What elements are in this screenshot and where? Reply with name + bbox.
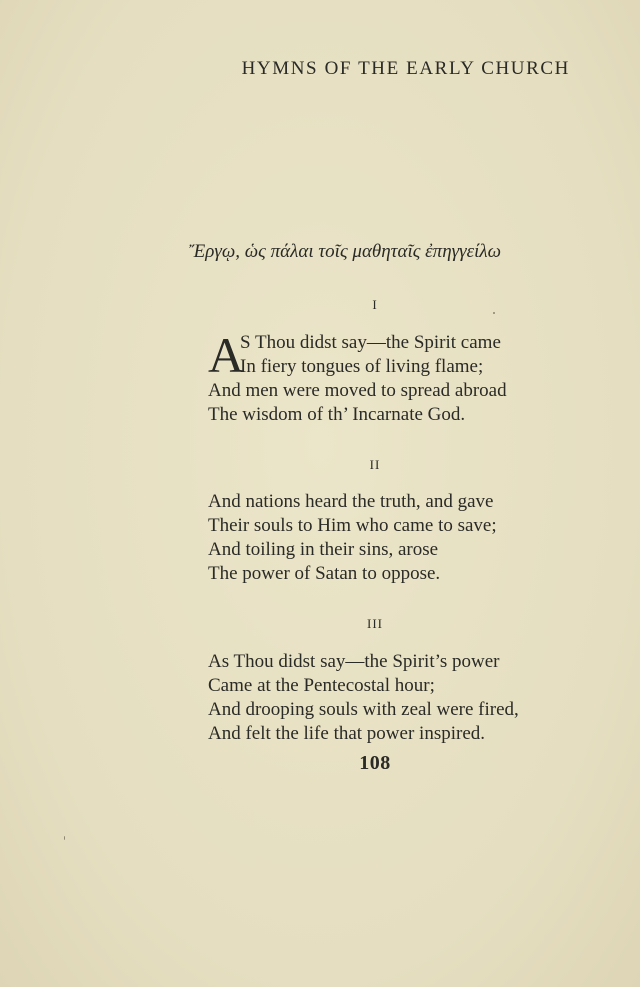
stanza-1 [208, 327, 507, 427]
stanza-2-line-4: The power of Satan to oppose. [208, 563, 441, 584]
stanza-1-line-2: In fiery tongues of living flame; [240, 356, 484, 377]
paper-speck [64, 836, 65, 840]
stanza-3-line-3: And drooping souls with zeal were fired, [208, 699, 519, 720]
stanza-1-line-4: The wisdom of th’ Incarnate God. [208, 404, 466, 425]
drop-cap-letter: A [208, 327, 245, 383]
stanza-3-line-1: As Thou didst say—the Spirit’s power [208, 651, 500, 672]
stanza-1-line-3: And men were moved to spread abroad [208, 380, 507, 401]
stanza-number-1: I [372, 297, 378, 312]
running-head-title: HYMNS OF THE EARLY CHURCH [241, 58, 570, 79]
stanza-2-line-3: And toiling in their sins, arose [208, 539, 439, 560]
stanza-2-line-1: And nations heard the truth, and gave [208, 491, 494, 512]
stanza-2-line-2: Their souls to Him who came to save; [208, 515, 497, 536]
stanza-3-line-2: Came at the Pentecostal hour; [208, 675, 435, 696]
paper-speck [493, 312, 495, 314]
page-number: 108 [359, 752, 391, 774]
stanza-1-line-1: S Thou didst say—the Spirit came [240, 332, 501, 353]
stanza-2 [208, 490, 497, 586]
stanza-number-3: III [367, 616, 383, 631]
stanza-3 [208, 650, 519, 746]
greek-epigraph: Ἔργῳ, ὡς πάλαι τοῖς μαθηταῖς ἐπηγγείλω [189, 241, 501, 262]
stanza-3-line-4: And felt the life that power inspired. [208, 723, 486, 744]
stanza-number-2: II [369, 457, 381, 472]
